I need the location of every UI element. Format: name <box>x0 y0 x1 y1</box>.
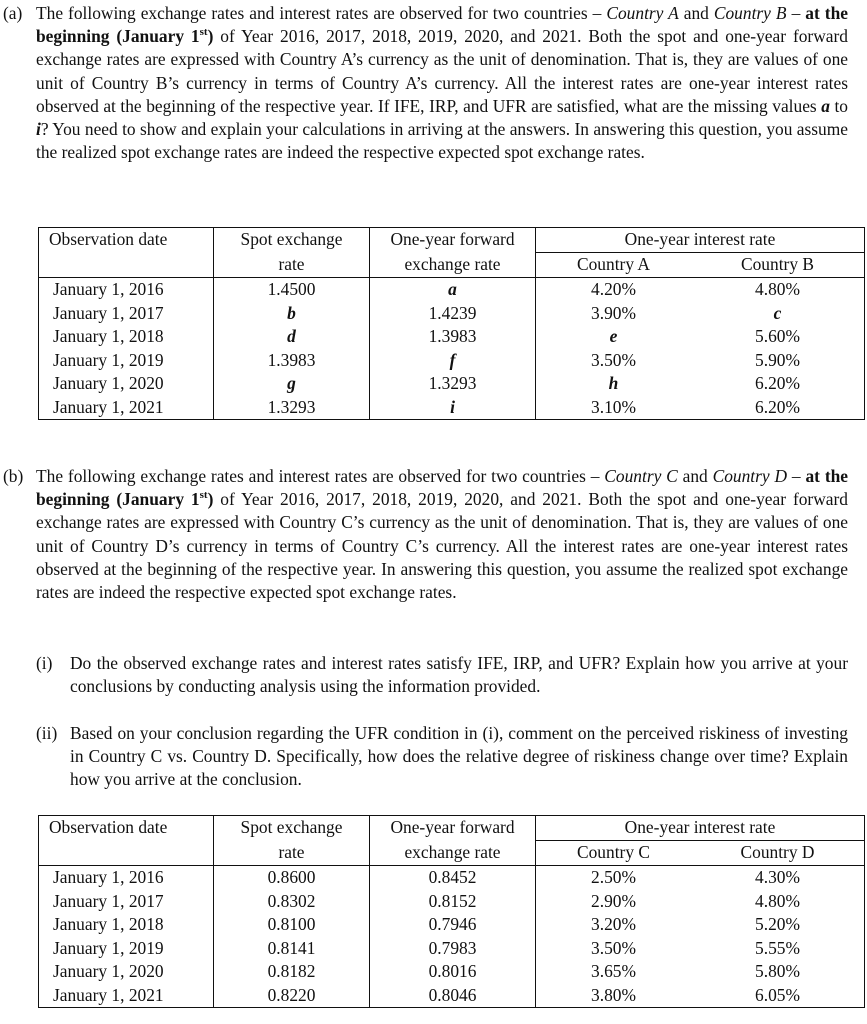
part-a-paragraph <box>3 2 849 164</box>
row-forward: 0.8152 <box>370 890 536 914</box>
row-rate-a: 4.20% <box>536 278 692 302</box>
row-rate-d: 6.05% <box>691 984 865 1008</box>
part-b-st: st <box>199 489 208 502</box>
part-a-close: ) <box>207 26 214 47</box>
part-b-text-2: of Year 2016, 2017, 2018, 2019, 2020, and 2021. Both the spot and one-year forward exchange rates are expressed with Country C’s currency as the unit of denomination. That is, they are values of one unit of Country D’s currency in terms of Country C’s currency. All the interest rates are one-year interest rates observed at the beginning of the respective year. In answering this question, you assume the realized spot exchange rates are indeed the respective expected spot exchange rates. <box>36 489 848 603</box>
part-a-text-2: of Year 2016, 2017, 2018, 2019, 2020, and 2021. Both the spot and one-year forward exchange rates are expressed with Country A’s currency as the unit of denomination. That is, they are values of one unit of Country B’s currency in terms of Country A’s currency. All the interest rates are one-year interest rates observed at the beginning of the respective year. If IFE, IRP, and UFR are satisfied, what are the missing values <box>36 26 848 116</box>
row-rate-c: 2.90% <box>536 890 692 914</box>
row-date: January 1, 2016 <box>39 866 214 890</box>
row-spot: 1.3293 <box>214 396 370 420</box>
row-date: January 1, 2020 <box>39 372 214 396</box>
row-spot: d <box>214 325 370 349</box>
row-forward: 0.8046 <box>370 984 536 1008</box>
row-spot: 0.8100 <box>214 913 370 937</box>
row-forward: f <box>370 349 536 373</box>
var-a: a <box>821 95 830 116</box>
table-row <box>39 984 865 1008</box>
question-ii <box>36 722 848 792</box>
row-date: January 1, 2018 <box>39 913 214 937</box>
part-b-text-1: The following exchange rates and interest rates are observed for two countries – <box>36 466 605 486</box>
part-a-text-1: The following exchange rates and interest rates are observed for two countries – <box>36 3 607 23</box>
row-rate-a: 3.10% <box>536 396 692 420</box>
row-rate-b: c <box>691 302 865 326</box>
row-date: January 1, 2016 <box>39 278 214 302</box>
row-forward: 0.7946 <box>370 913 536 937</box>
country-d-name: Country D <box>712 466 788 486</box>
header-spot-2: rate <box>214 253 370 278</box>
part-b-label: (b) <box>3 466 24 486</box>
table-a <box>38 227 865 420</box>
question-i <box>36 652 848 698</box>
table-row <box>39 396 865 420</box>
table-row <box>39 302 865 326</box>
table-row <box>39 937 865 961</box>
table-row <box>39 866 865 890</box>
part-b-and: and <box>677 466 713 486</box>
header-country-d: Country D <box>691 841 865 866</box>
header-country-a: Country A <box>536 253 692 278</box>
row-rate-b: 4.80% <box>691 278 865 302</box>
header-spot-2: rate <box>214 841 370 866</box>
row-spot: 0.8220 <box>214 984 370 1008</box>
table-row <box>39 913 865 937</box>
part-a-and: and <box>678 3 714 23</box>
row-spot: 0.8600 <box>214 866 370 890</box>
row-rate-d: 5.80% <box>691 960 865 984</box>
question-ii-text: Based on your conclusion regarding the UFR condition in (i), comment on the perceived riskiness of investing in Country C vs. Country D. Specifically, how does the relative degree of riskiness change over time? Explain how you arrive at the conclusion. <box>70 723 848 790</box>
row-forward: a <box>370 278 536 302</box>
row-rate-c: 3.50% <box>536 937 692 961</box>
question-i-text: Do the observed exchange rates and interest rates satisfy IFE, IRP, and UFR? Explain how you arrive at your conclusions by conducting analysis using the information provided. <box>70 653 848 697</box>
part-a-label: (a) <box>3 3 23 23</box>
header-forward-2: exchange rate <box>370 841 536 866</box>
table-row <box>39 325 865 349</box>
row-spot: 1.3983 <box>214 349 370 373</box>
part-b-paragraph <box>3 465 848 604</box>
country-a-name: Country A <box>606 3 679 23</box>
row-spot: 0.8141 <box>214 937 370 961</box>
row-rate-d: 5.55% <box>691 937 865 961</box>
row-date: January 1, 2021 <box>39 984 214 1008</box>
row-rate-a: h <box>536 372 692 396</box>
row-date: January 1, 2021 <box>39 396 214 420</box>
row-date: January 1, 2020 <box>39 960 214 984</box>
row-rate-a: 3.50% <box>536 349 692 373</box>
header-country-b: Country B <box>691 253 865 278</box>
row-spot: 1.4500 <box>214 278 370 302</box>
part-b-at-beginning: at the beginning (January 1 <box>36 466 848 510</box>
header-country-c: Country C <box>536 841 692 866</box>
table-row <box>39 890 865 914</box>
header-interest-rate: One-year interest rate <box>536 816 865 841</box>
part-a-dash: – <box>786 3 806 23</box>
row-date: January 1, 2019 <box>39 349 214 373</box>
row-rate-c: 3.20% <box>536 913 692 937</box>
part-b-close: ) <box>207 489 214 510</box>
question-i-label: (i) <box>36 653 53 673</box>
row-rate-b: 6.20% <box>691 396 865 420</box>
row-forward: 1.4239 <box>370 302 536 326</box>
header-forward-2: exchange rate <box>370 253 536 278</box>
header-interest-rate: One-year interest rate <box>536 228 865 253</box>
row-forward: 0.8452 <box>370 866 536 890</box>
header-observation-date: Observation date <box>39 228 214 253</box>
header-observation-date: Observation date <box>39 816 214 841</box>
row-spot: b <box>214 302 370 326</box>
header-spot-1: Spot exchange <box>214 228 370 253</box>
row-rate-d: 5.20% <box>691 913 865 937</box>
row-date: January 1, 2019 <box>39 937 214 961</box>
row-forward: 0.8016 <box>370 960 536 984</box>
row-rate-b: 5.90% <box>691 349 865 373</box>
row-date: January 1, 2017 <box>39 302 214 326</box>
row-spot: 0.8182 <box>214 960 370 984</box>
row-date: January 1, 2018 <box>39 325 214 349</box>
row-rate-c: 3.65% <box>536 960 692 984</box>
row-rate-d: 4.30% <box>691 866 865 890</box>
row-rate-b: 6.20% <box>691 372 865 396</box>
row-date: January 1, 2017 <box>39 890 214 914</box>
country-c-name: Country C <box>604 466 678 486</box>
header-forward-1: One-year forward <box>370 816 536 841</box>
country-b-name: Country B <box>713 3 787 23</box>
part-a-text-3: ? You need to show and explain your calculations in arriving at the answers. In answering this question, you assume the realized spot exchange rates are indeed the respective expected spot exchange rates. <box>36 119 848 163</box>
row-spot: 0.8302 <box>214 890 370 914</box>
part-a-to: to <box>829 95 849 116</box>
table-b <box>38 815 865 1008</box>
part-b-dash: – <box>787 466 806 486</box>
part-a-st: st <box>199 26 208 39</box>
question-ii-label: (ii) <box>36 723 58 743</box>
row-rate-c: 2.50% <box>536 866 692 890</box>
var-i: i <box>36 119 41 140</box>
part-a-at-beginning: at the beginning (January 1 <box>36 3 848 47</box>
header-forward-1: One-year forward <box>370 228 536 253</box>
row-rate-a: 3.90% <box>536 302 692 326</box>
row-forward: 1.3293 <box>370 372 536 396</box>
row-forward: i <box>370 396 536 420</box>
table-row <box>39 372 865 396</box>
row-forward: 1.3983 <box>370 325 536 349</box>
header-spot-1: Spot exchange <box>214 816 370 841</box>
row-rate-b: 5.60% <box>691 325 865 349</box>
row-spot: g <box>214 372 370 396</box>
table-row <box>39 349 865 373</box>
table-row <box>39 278 865 302</box>
table-row <box>39 960 865 984</box>
row-rate-a: e <box>536 325 692 349</box>
row-forward: 0.7983 <box>370 937 536 961</box>
row-rate-c: 3.80% <box>536 984 692 1008</box>
row-rate-d: 4.80% <box>691 890 865 914</box>
